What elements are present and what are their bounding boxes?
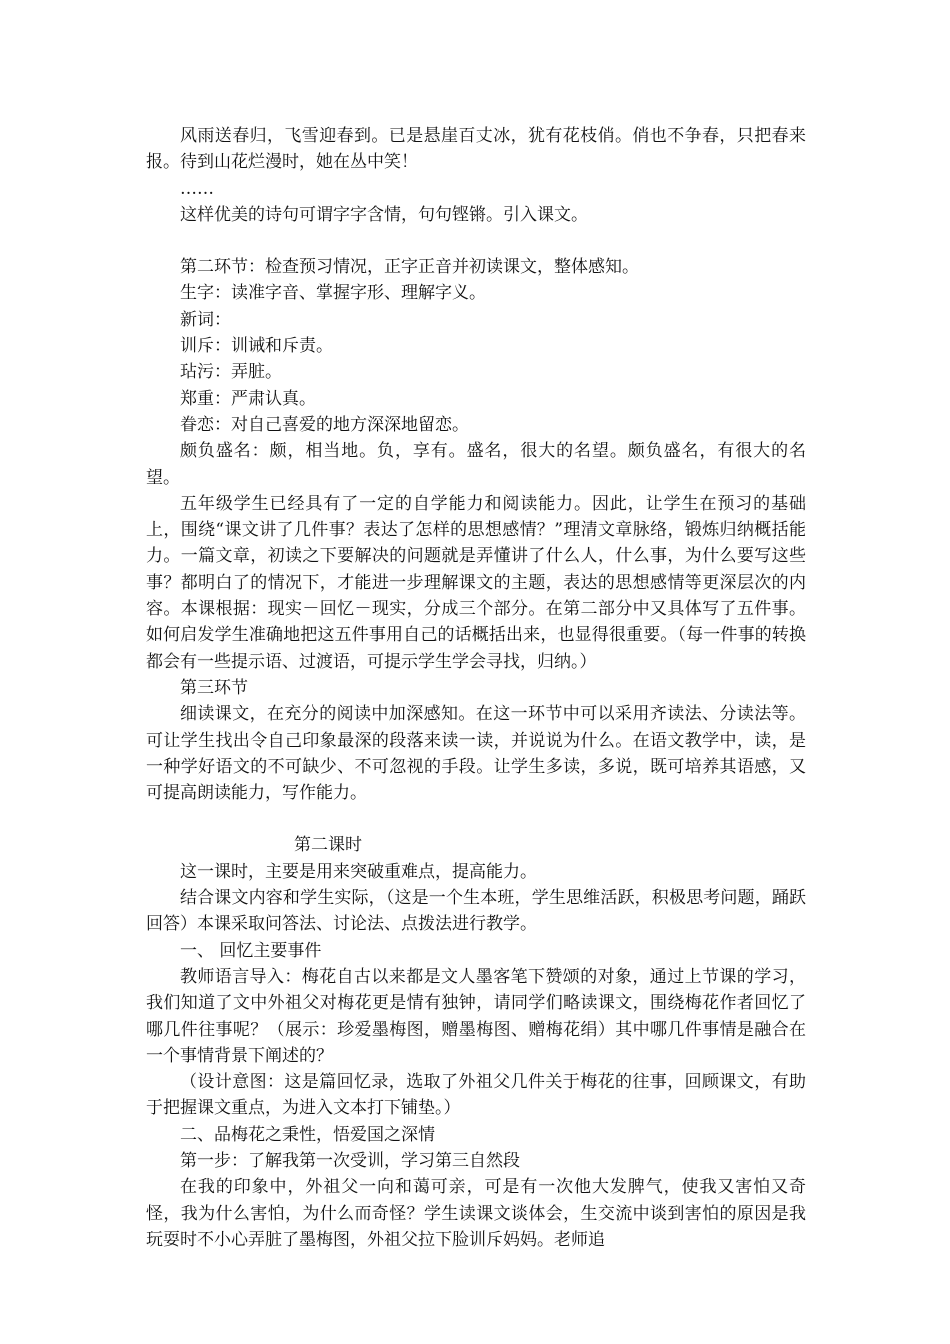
paragraph-section-2: 第二环节：检查预习情况，正字正音并初读课文，整体感知。 bbox=[180, 257, 639, 278]
document-body bbox=[146, 123, 806, 1253]
paragraph-word-1: 训斥：训诫和斥责。 bbox=[180, 336, 333, 357]
paragraph-close-reading: 细读课文，在充分的阅读中加深感知。在这一环节中可以采用齐读法、分读法等。可让学生找出令自己印象最深的段落来读一读，并说说为什么。在语文教学中，读，是一种学好语文的不可缺少、不可忽视的手段。让学生多读，多说，既可培养其语感，又可提高朗读能力，写作能力。 bbox=[146, 704, 806, 804]
paragraph-word-2: 玷污：弄脏。 bbox=[180, 362, 282, 383]
paragraph-ellipsis: …… bbox=[180, 178, 214, 199]
paragraph-heading-2: 二、品梅花之秉性，悟爱国之深情 bbox=[180, 1124, 435, 1145]
paragraph-poem: 风雨送春归，飞雪迎春到。已是悬崖百丈冰，犹有花枝俏。俏也不争春，只把春来报。待到山花烂漫时，她在丛中笑！ bbox=[146, 126, 806, 173]
paragraph-section-3: 第三环节 bbox=[180, 677, 248, 698]
paragraph-design-intent: （设计意图：这是篇回忆录，选取了外祖父几件关于梅花的往事，回顾课文，有助于把握课文重点，为进入文本打下铺垫。） bbox=[146, 1072, 806, 1119]
blank-line bbox=[146, 228, 806, 254]
paragraph-lead-in: 教师语言导入：梅花自古以来都是文人墨客笔下赞颂的对象，通过上节课的学习，我们知道了文中外祖父对梅花更是情有独钟，请同学们略读课文，围绕梅花作者回忆了哪几件往事呢？（展示：珍爱墨梅图，赠墨梅图、赠梅花绢）其中哪几件事情是融合在一个事情背景下阐述的？ bbox=[146, 966, 806, 1066]
paragraph-method: 结合课文内容和学生实际，（这是一个生本班，学生思维活跃，积极思考问题，踊跃回答）本课采取问答法、讨论法、点拨法进行教学。 bbox=[146, 888, 806, 935]
lesson-2-title: 第二课时 bbox=[294, 835, 362, 856]
paragraph-word-5: 颇负盛名：颇，相当地。负，享有。盛名，很大的名望。颇负盛名，有很大的名望。 bbox=[146, 441, 806, 488]
paragraph-intro: 这样优美的诗句可谓字字含情，句句铿锵。引入课文。 bbox=[180, 204, 588, 225]
paragraph-step-1: 第一步：了解我第一次受训，学习第三自然段 bbox=[180, 1150, 520, 1171]
paragraph-lesson-2-goal: 这一课时，主要是用来突破重难点，提高能力。 bbox=[180, 861, 537, 882]
paragraph-heading-1: 一、 回忆主要事件 bbox=[180, 940, 322, 961]
paragraph-word-4: 眷恋：对自己喜爱的地方深深地留恋。 bbox=[180, 414, 469, 435]
blank-line bbox=[146, 806, 806, 832]
paragraph-new-chars: 生字：读准字音、掌握字形、理解字义。 bbox=[180, 283, 486, 304]
paragraph-analysis: 五年级学生已经具有了一定的自学能力和阅读能力。因此，让学生在预习的基础上，围绕“课文讲了几件事？表达了怎样的思想感情？”理清文章脉络，锻炼归纳概括能力。一篇文章，初读之下要解决的问题就是弄懂讲了什么人，什么事，为什么要写这些事？都明白了的情况下，才能进一步理解课文的主题，表达的思想感情等更深层次的内容。本课根据：现实－回忆－现实，分成三个部分。在第二部分中又具体写了五件事。如何启发学生准确地把这五件事用自己的话概括出来，也显得很重要。（每一件事的转换都会有一些提示语、过渡语，可提示学生学会寻找，归纳。） bbox=[146, 493, 806, 672]
paragraph-word-3: 郑重：严肃认真。 bbox=[180, 388, 316, 409]
paragraph-new-words: 新词： bbox=[180, 309, 231, 330]
paragraph-impression: 在我的印象中，外祖父一向和蔼可亲，可是有一次他大发脾气，使我又害怕又奇怪，我为什么害怕，为什么而奇怪？学生读课文谈体会，生交流中谈到害怕的原因是我玩耍时不小心弄脏了墨梅图，外祖父拉下脸训斥妈妈。老师追 bbox=[146, 1177, 806, 1250]
